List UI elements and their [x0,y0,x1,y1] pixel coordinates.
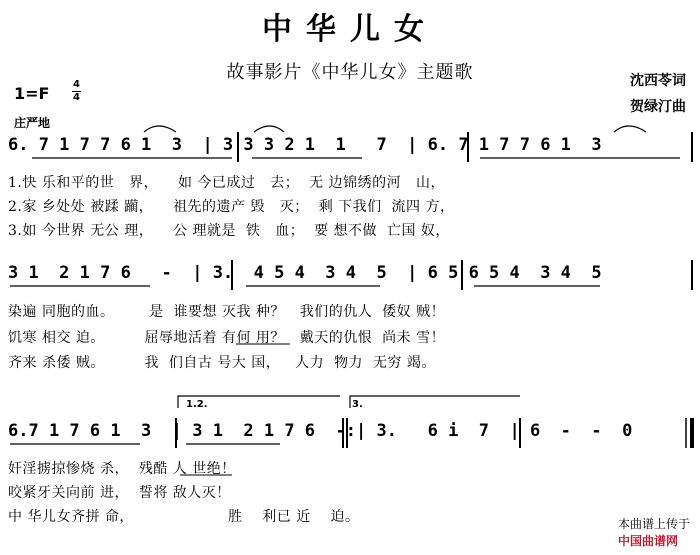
lyric-line-3-verse-3: 中 华儿女齐拼 命， 胜 利已 近 迫。 [8,509,360,525]
ending-bracket-1 [178,396,340,408]
tempo-marking: 庄严地 [14,116,51,130]
ending-bracket-1-label: 1.2. [186,399,208,410]
lyric-line-3-verse-1: 奸淫掳掠惨烧 杀， 残酷 人 世绝！ [8,461,236,477]
meter-top: 4 [73,79,80,90]
source-footer [610,501,690,549]
lyric-line-1-verse-3: 3.如 今世界 无公 理， 公 理就是 铁 血； 要 想不做 亡国 奴， [8,223,450,239]
slur [614,126,646,132]
footer-text: 本曲谱上传于 [617,517,690,531]
ending-bracket-2-label: 3. [352,399,363,410]
ending-bracket-2 [350,396,520,408]
lyric-line-2-verse-3: 齐来 杀倭 贼。 我 们自古 号大 国， 人力 物力 无穷 竭。 [8,355,436,371]
meter-bottom: 4 [73,92,80,103]
slur [254,126,284,132]
lyric-line-3-verse-2: 咬紧牙关向前 进， 誓将 敌人灭！ [8,485,231,501]
notation-line-1: 6. 7 1 7 7 6 1 3 | 3 3 3 2 1 1 7 | 6. 7 1 7 7 6 1 3 [8,135,602,155]
slur [144,126,176,132]
notation-line-2: 3 1 2 1 7 6 - | 3. 4 5 4 3 4 5 | 6 5 6 5 4 3 4 5 [8,263,602,283]
key-signature: 1=F [14,84,50,103]
notation-line-3: 6.7 1 7 6 1 3 | 3 1 2 1 7 6 -:| 3. 6 i 7 | 6 - - 0 [8,421,633,441]
song-subtitle: 故事影片《中华儿女》主题歌 [226,62,474,83]
lyricist-credit: 沈西苓词 [630,73,686,89]
song-title: 中华儿女 [262,12,438,47]
footer-brand-logo[interactable]: 中国曲谱网 [617,534,678,548]
lyric-line-2-verse-1: 染遍 同胞的血。 是 谁要想 灭我 种？ 我们的仇人 倭奴 贼！ [8,304,446,320]
lyric-line-1-verse-1: 1.快 乐和平的世 界， 如 今已成过 去； 无 边锦绣的河 山， [8,175,445,191]
lyric-line-2-verse-2: 饥寒 相交 迫。 屈辱地活着 有何 用？ 戴天的仇恨 尚未 雪！ [8,330,446,346]
lyric-line-1-verse-2: 2.家 乡处处 被蹂 躏， 祖先的遗产 毁 灭； 剩 下我们 流四 方， [8,199,455,215]
composer-credit: 贺绿汀曲 [630,99,686,115]
